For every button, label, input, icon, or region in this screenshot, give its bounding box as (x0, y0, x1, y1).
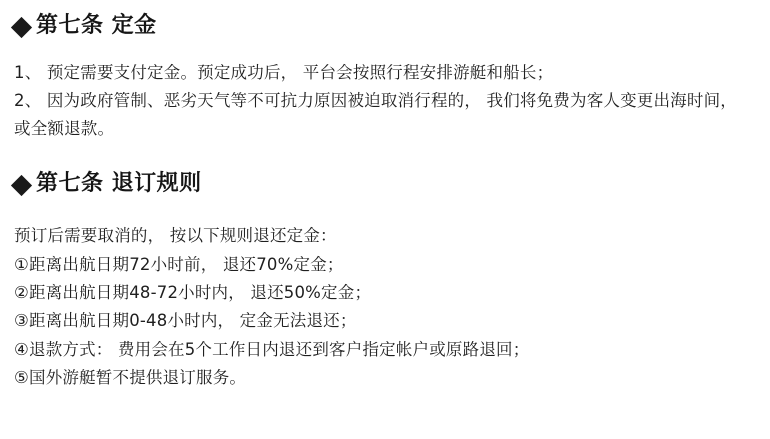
diamond-bullet-icon (11, 174, 32, 195)
cancellation-rule-4: ④退款方式： 费用会在5个工作日内退还到客户指定帐户或原路退回； (14, 339, 530, 359)
section-deposit-body (14, 59, 756, 144)
deposit-paragraph-1: 1、 预定需要支付定金。预定成功后， 平台会按照行程安排游艇和船长； (14, 62, 554, 82)
cancellation-rule-3: ③距离出航日期0-48小时内， 定金无法退还； (14, 311, 357, 331)
cancellation-intro: 预订后需要取消的， 按以下规则退还定金： (14, 226, 337, 246)
deposit-paragraph-2: 2、 因为政府管制、恶劣天气等不可抗力原因被迫取消行程的， 我们将免费为客人变更出海时间， 或全额退款。 (14, 90, 737, 139)
cancellation-rule-5: ⑤国外游艇暂不提供退订服务。 (14, 368, 247, 388)
cancellation-rule-2: ②距离出航日期48-72小时内， 退还50%定金； (14, 283, 372, 303)
section-cancellation-heading (14, 170, 756, 199)
diamond-bullet-icon (11, 17, 32, 38)
section-deposit-heading-text: 第七条 定金 (36, 13, 157, 38)
section-deposit-heading (14, 12, 756, 41)
cancellation-rule-1: ①距离出航日期72小时前， 退还70%定金； (14, 254, 344, 274)
section-deposit (14, 12, 756, 144)
section-cancellation-heading-text: 第七条 退订规则 (36, 170, 202, 196)
section-cancellation-body (14, 222, 756, 392)
section-cancellation (14, 170, 756, 393)
